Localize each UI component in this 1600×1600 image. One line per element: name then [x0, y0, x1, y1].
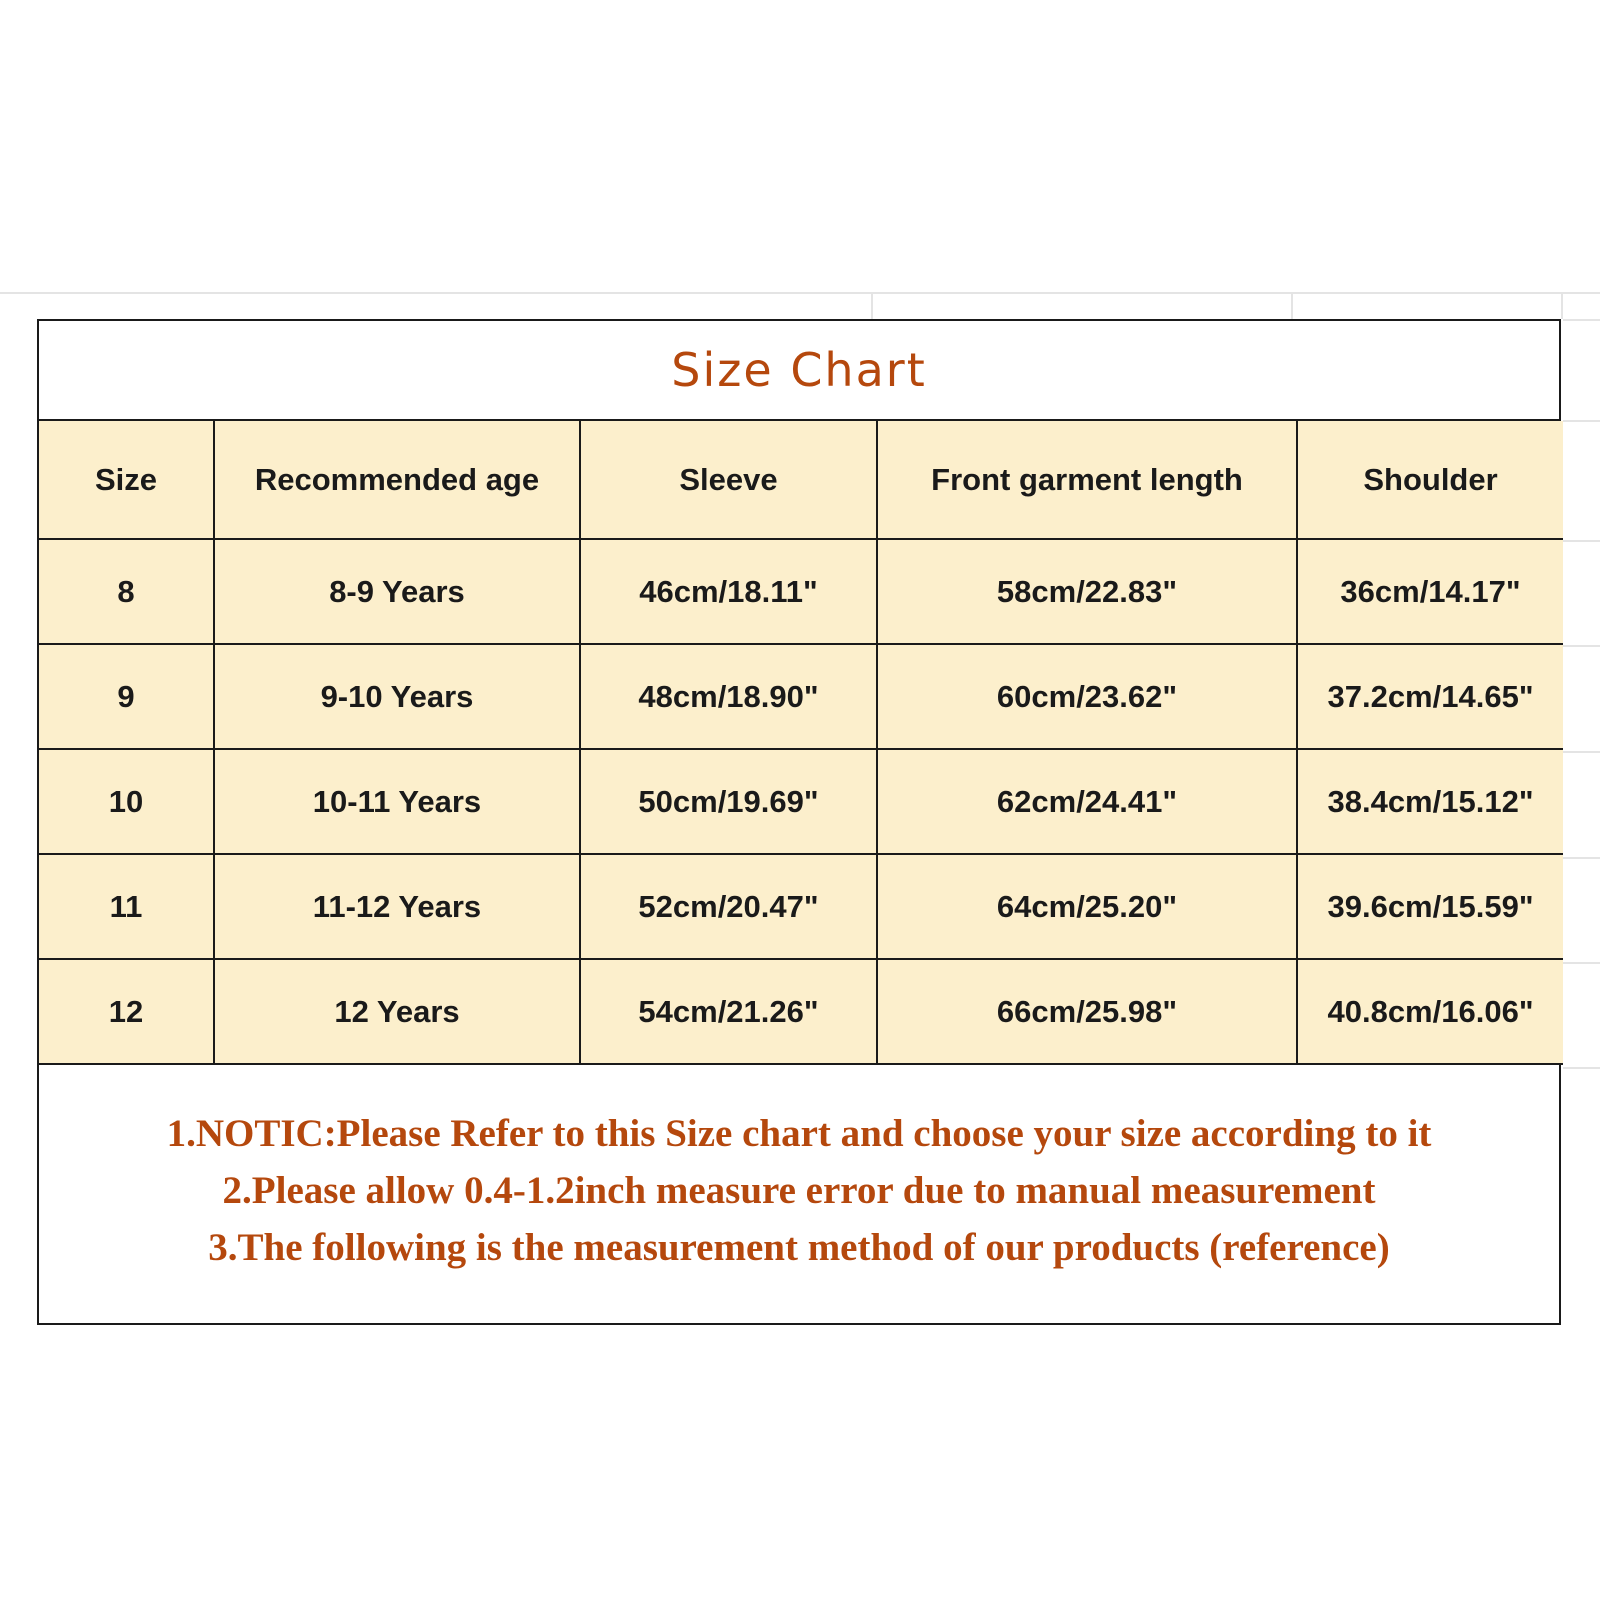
cell-shoulder: 40.8cm/16.06" — [1297, 959, 1563, 1064]
table-row — [39, 854, 1563, 959]
note-line: 2.Please allow 0.4-1.2inch measure error due to manual measurement — [222, 1169, 1376, 1212]
cell-sleeve: 46cm/18.11" — [580, 539, 877, 644]
background-grid-line — [1563, 319, 1600, 321]
background-grid-line — [1563, 645, 1600, 647]
background-grid-line — [1563, 751, 1600, 753]
cell-sleeve: 52cm/20.47" — [580, 854, 877, 959]
column-header-sleeve: Sleeve — [580, 421, 877, 539]
cell-sleeve: 50cm/19.69" — [580, 749, 877, 854]
background-grid-line — [0, 292, 1600, 294]
cell-sleeve: 48cm/18.90" — [580, 644, 877, 749]
table-row — [39, 539, 1563, 644]
background-grid-line — [1563, 962, 1600, 964]
background-grid-line — [1563, 857, 1600, 859]
cell-age: 10-11 Years — [214, 749, 580, 854]
cell-age: 11-12 Years — [214, 854, 580, 959]
background-grid-line — [1563, 420, 1600, 422]
column-header-age: Recommended age — [214, 421, 580, 539]
background-grid-line — [1563, 1067, 1600, 1069]
cell-length: 58cm/22.83" — [877, 539, 1297, 644]
table-row — [39, 644, 1563, 749]
cell-size: 9 — [39, 644, 214, 749]
cell-shoulder: 39.6cm/15.59" — [1297, 854, 1563, 959]
note-line: 3.The following is the measurement method of our products (reference) — [208, 1226, 1390, 1269]
cell-age: 9-10 Years — [214, 644, 580, 749]
cell-size: 8 — [39, 539, 214, 644]
background-grid-line — [1291, 292, 1293, 319]
cell-size: 10 — [39, 749, 214, 854]
table-row — [39, 749, 1563, 854]
size-chart — [37, 319, 1561, 1325]
background-grid-line — [1561, 292, 1563, 319]
cell-sleeve: 54cm/21.26" — [580, 959, 877, 1064]
note-line: 1.NOTIC:Please Refer to this Size chart and choose your size according to it — [166, 1112, 1432, 1155]
cell-age: 12 Years — [214, 959, 580, 1064]
cell-length: 64cm/25.20" — [877, 854, 1297, 959]
cell-shoulder: 38.4cm/15.12" — [1297, 749, 1563, 854]
size-table — [39, 421, 1563, 1065]
background-grid-line — [871, 292, 873, 319]
cell-size: 12 — [39, 959, 214, 1064]
table-row — [39, 959, 1563, 1064]
column-header-size: Size — [39, 421, 214, 539]
background-grid-line — [1563, 540, 1600, 542]
column-header-length: Front garment length — [877, 421, 1297, 539]
cell-size: 11 — [39, 854, 214, 959]
chart-title: Size Chart — [39, 321, 1559, 421]
cell-length: 66cm/25.98" — [877, 959, 1297, 1064]
header-row — [39, 421, 1563, 539]
cell-age: 8-9 Years — [214, 539, 580, 644]
cell-length: 62cm/24.41" — [877, 749, 1297, 854]
cell-length: 60cm/23.62" — [877, 644, 1297, 749]
column-header-shoulder: Shoulder — [1297, 421, 1563, 539]
cell-shoulder: 36cm/14.17" — [1297, 539, 1563, 644]
cell-shoulder: 37.2cm/14.65" — [1297, 644, 1563, 749]
notes — [39, 1065, 1559, 1276]
